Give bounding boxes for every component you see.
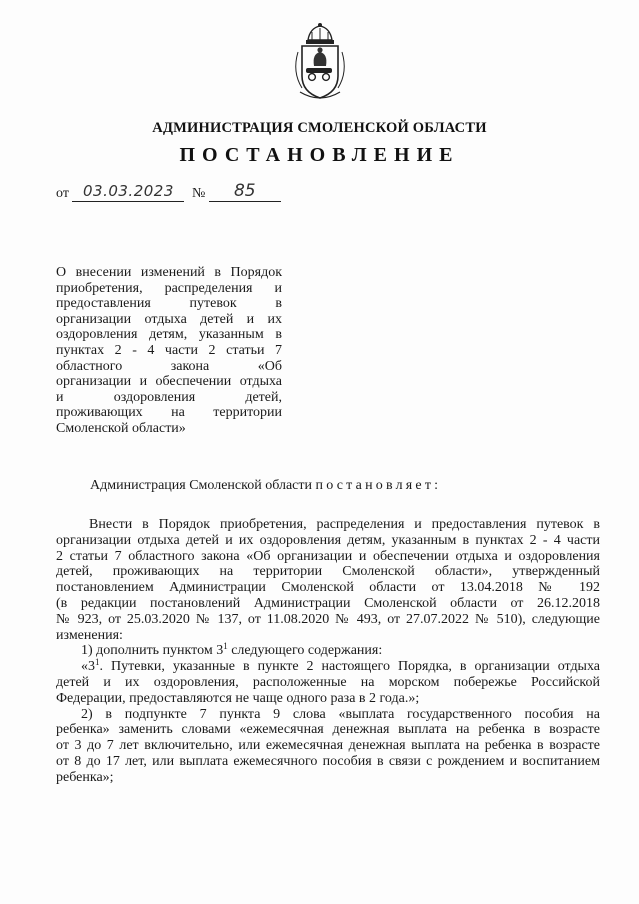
document-type: ПОСТАНОВЛЕНИЕ: [179, 144, 460, 166]
quote-first: . Путевки, указанные в пункте 2 настоящего Порядка, в организации отдыха: [99, 659, 600, 675]
decree-verb: постановляет:: [315, 478, 442, 493]
body-line: изменения:: [56, 627, 123, 643]
body-line: организации отдыха детей и их оздоровления детям, указанным в пунктах 2 - 4 части: [56, 532, 600, 548]
amendment-item-1: [56, 643, 600, 659]
subject-line: Смоленской области»: [56, 420, 186, 436]
body-line: постановлением Администрации Смоленской области от 13.04.2018 № 192: [56, 580, 600, 596]
subject-line: организации и обеспечении отдыха: [56, 374, 282, 390]
document-subject: [56, 265, 282, 437]
registration-number: 85: [209, 181, 281, 202]
quote-first-line: [56, 659, 600, 675]
coat-of-arms-icon: [290, 22, 350, 104]
body-line: детей, проживающих на территории Смоленской области», утвержденный: [56, 564, 600, 580]
number-label: №: [191, 186, 206, 201]
subject-line: и оздоровления детей,: [56, 389, 282, 405]
subject-line: оздоровления детям, указанным в: [56, 327, 282, 343]
registration-line: [56, 181, 281, 205]
subject-line: предоставления путевок в: [56, 296, 282, 312]
quote-sup: 1: [95, 657, 100, 668]
body-line: Внести в Порядок приобретения, распределения и предоставления путевок в: [89, 517, 600, 532]
registration-date: 03.03.2023: [72, 181, 184, 202]
body-line: ребенка»;: [56, 769, 114, 785]
item1-prefix: 1) дополнить пунктом 3: [81, 643, 224, 659]
subject-line: областного закона «Об: [56, 358, 282, 374]
body-line: ребенка» заменить словами «ежемесячная денежная выплата на ребенка в возрасте: [56, 722, 600, 738]
subject-line: О внесении изменений в Порядок: [56, 265, 282, 280]
subject-line: организации отдыха детей и их: [56, 311, 282, 327]
item1-sup: 1: [223, 641, 228, 652]
decree-subject: Администрация Смоленской области: [90, 478, 313, 493]
body-line: № 923, от 25.03.2020 № 137, от 11.08.2020 № 493, от 27.07.2022 № 510), следующие: [56, 611, 600, 627]
body-line: 2 статьи 7 областного закона «Об организации и обеспечении отдыха и оздоровления: [56, 548, 600, 564]
subject-line: пунктах 2 - 4 части 2 статьи 7: [56, 342, 282, 358]
quote-open: «3: [81, 659, 95, 675]
subject-line: проживающих на территории: [56, 405, 282, 421]
body-line: от 8 до 17 лет, или выплата ежемесячного пособия в связи с рождением и воспитанием: [56, 753, 600, 769]
body-line: детей и их оздоровления, расположенные на морском побережье Российской: [56, 674, 600, 690]
body-line: Федерации, предоставляются не чаще одного раза в 2 года.»;: [56, 690, 420, 706]
date-label: от: [56, 186, 69, 201]
document-body: [56, 517, 600, 786]
body-line: (в редакции постановлений Администрации Смоленской области от 26.12.2018: [56, 595, 600, 611]
amendment-item-2: 2) в подпункте 7 пункта 9 слова «выплата государственного пособия на: [81, 706, 600, 722]
decree-statement: [90, 478, 441, 494]
organization-name: АДМИНИСТРАЦИЯ СМОЛЕНСКОЙ ОБЛАСТИ: [152, 120, 487, 136]
body-line: от 3 до 7 лет включительно, или ежемесячная денежная выплата на ребенка в возрасте: [56, 738, 600, 754]
item1-suffix: следующего содержания:: [227, 643, 383, 659]
subject-line: приобретения, распределения и: [56, 280, 282, 296]
